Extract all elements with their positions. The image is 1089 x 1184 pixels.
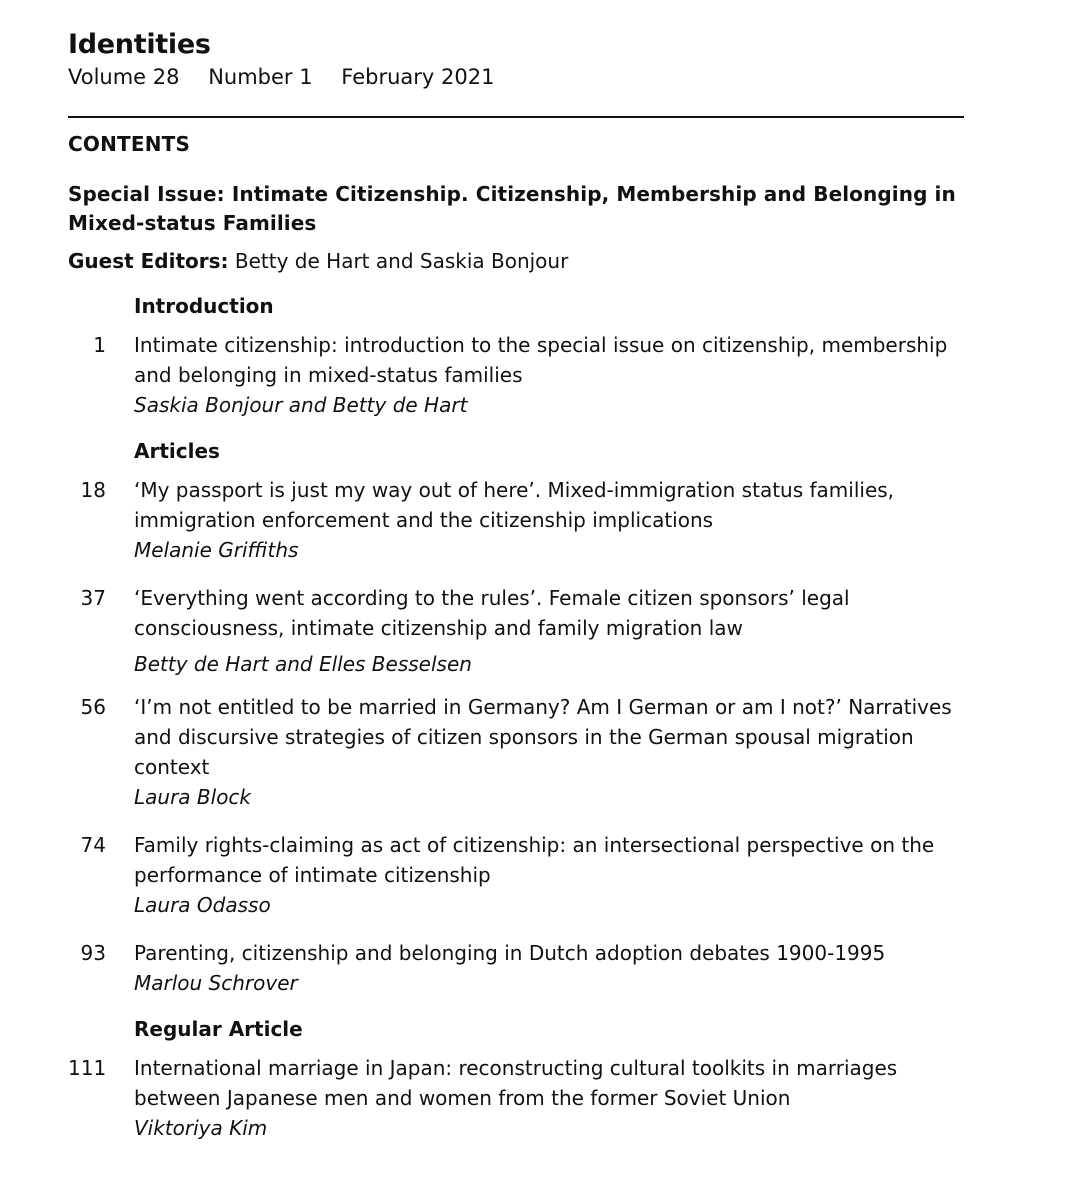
article-title: Parenting, citizenship and belonging in Dutch adoption debates 1900-1995	[134, 941, 886, 965]
article-title: Family rights-claiming as act of citizenship: an intersectional perspective on the performance of intimate citizenship	[134, 833, 935, 887]
toc-entry	[68, 830, 964, 920]
article-title: ‘I’m not entitled to be married in Germany? Am I German or am I not?’ Narratives and discursive strategies of citizen sponsors in the German spousal migration context	[134, 695, 952, 779]
article-title: ‘Everything went according to the rules’. Female citizen sponsors’ legal consciousness, intimate citizenship and family migration law	[134, 586, 850, 640]
contents-page	[68, 28, 964, 1143]
header-divider	[68, 116, 964, 118]
toc-entry	[68, 692, 964, 812]
page-number: 74	[80, 833, 106, 857]
special-issue-title: Special Issue: Intimate Citizenship. Citizenship, Membership and Belonging in Mixed-status Families	[68, 182, 956, 235]
page-number: 93	[80, 941, 106, 965]
contents-heading: CONTENTS	[68, 132, 191, 156]
guest-editors-names: Betty de Hart and Saskia Bonjour	[234, 249, 569, 273]
article-authors: Saskia Bonjour and Betty de Hart	[134, 393, 468, 417]
section-heading-regular-article: Regular Article	[134, 1017, 303, 1041]
issue-info	[68, 62, 964, 92]
journal-title: Identities	[68, 29, 211, 60]
section-heading-introduction: Introduction	[134, 294, 274, 318]
toc-entry	[68, 938, 964, 998]
toc-entry	[68, 1053, 964, 1143]
article-authors: Melanie Griffiths	[134, 538, 299, 562]
article-authors: Viktoriya Kim	[134, 1116, 268, 1140]
page-number: 37	[80, 586, 106, 610]
article-title: Intimate citizenship: introduction to the special issue on citizenship, membership and belonging in mixed-status families	[134, 333, 948, 387]
guest-editors	[68, 247, 964, 275]
volume: Volume 28	[68, 65, 180, 89]
issue-date: February 2021	[341, 65, 495, 89]
page-number: 56	[80, 695, 106, 719]
toc-entry	[68, 475, 964, 565]
section-heading-articles: Articles	[134, 439, 220, 463]
article-authors: Marlou Schrover	[134, 971, 298, 995]
article-title: International marriage in Japan: reconstructing cultural toolkits in marriages between Japanese men and women from the former Soviet Union	[134, 1056, 898, 1110]
article-title: ‘My passport is just my way out of here’. Mixed-immigration status families, immigration enforcement and the citizenship implications	[134, 478, 895, 532]
page-number: 1	[93, 333, 106, 357]
toc-entry	[68, 330, 964, 420]
article-authors: Laura Odasso	[134, 893, 271, 917]
page-number: 18	[80, 478, 106, 502]
toc-entry	[68, 583, 964, 679]
article-authors: Laura Block	[134, 785, 252, 809]
article-authors: Betty de Hart and Elles Besselsen	[134, 652, 472, 676]
page-number: 111	[68, 1056, 107, 1080]
issue-number: Number 1	[208, 65, 313, 89]
guest-editors-label: Guest Editors:	[68, 249, 229, 273]
